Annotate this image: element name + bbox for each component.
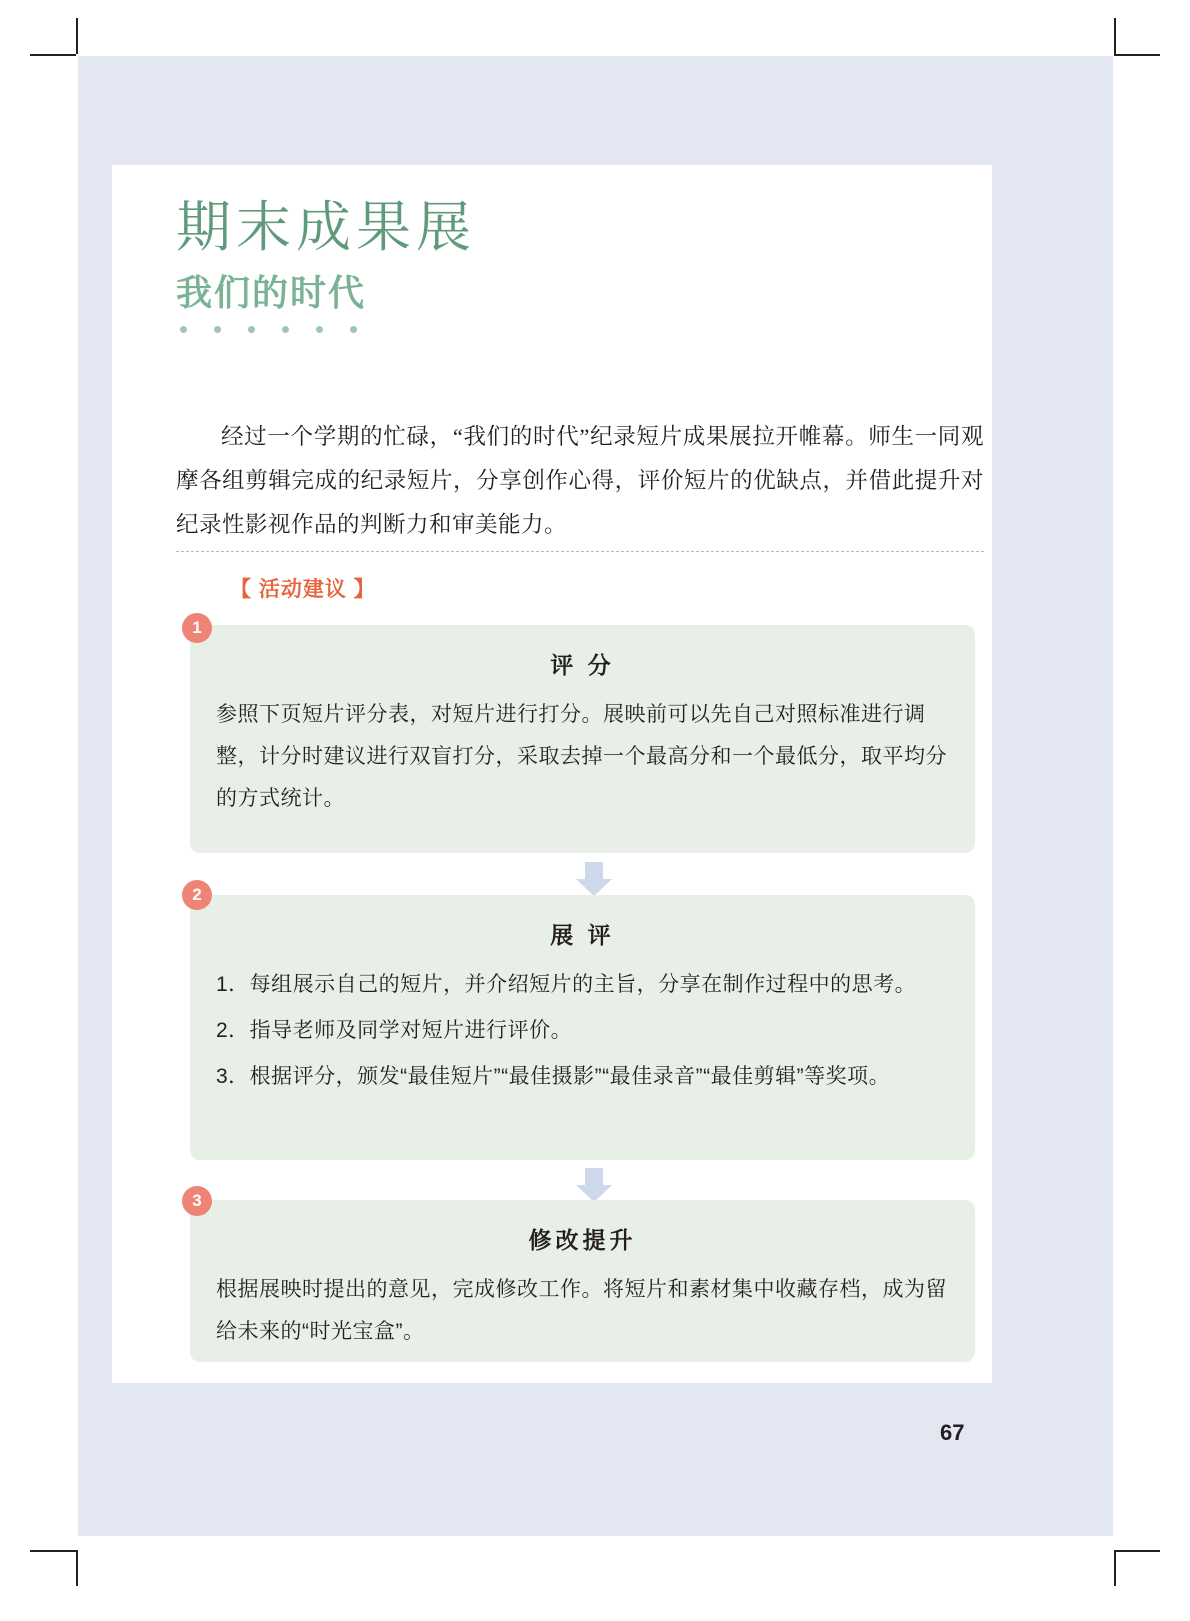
decorative-dots <box>176 326 996 333</box>
step-block-2 <box>190 895 975 1160</box>
step-line: 根据展映时提出的意见，完成修改工作。将短片和素材集中收藏存档，成为留给未来的“时光宝盒”。 <box>216 1278 947 1343</box>
step-badge-1: 1 <box>182 613 212 643</box>
intro-paragraph: 经过一个学期的忙碌，“我们的时代”纪录短片成果展拉开帷幕。师生一同观摩各组剪辑完成的纪录短片，分享创作心得，评价短片的优缺点，并借此提升对纪录性影视作品的判断力和审美能力。 <box>176 424 984 537</box>
arrow-down-icon-2 <box>576 1168 612 1202</box>
step-body-1 <box>216 694 949 820</box>
step-title-1: 评 分 <box>550 652 615 678</box>
crop-mark-bottom-left <box>30 1528 90 1588</box>
step-title-3: 修改提升 <box>528 1227 637 1253</box>
section-tag: 【 活动建议 】 <box>230 578 376 601</box>
section-divider <box>176 551 984 552</box>
page-number: 67 <box>940 1420 965 1445</box>
page-title-block <box>176 196 996 333</box>
step-badge-2: 2 <box>182 880 212 910</box>
page-subtitle: 我们的时代 <box>176 272 367 314</box>
step-body-3 <box>216 1269 949 1353</box>
step-block-3 <box>190 1200 975 1362</box>
crop-mark-bottom-right <box>1100 1528 1160 1588</box>
arrow-down-icon-1 <box>576 862 612 896</box>
step-block-1 <box>190 625 975 853</box>
step-title-2: 展 评 <box>550 922 615 948</box>
page-title: 期末成果展 <box>176 197 477 258</box>
step-badge-3: 3 <box>182 1186 212 1216</box>
step-line: 参照下页短片评分表，对短片进行打分。展映前可以先自己对照标准进行调整，计分时建议进行双盲打分，采取去掉一个最高分和一个最低分，取平均分的方式统计。 <box>216 703 947 810</box>
step-line: 2．指导老师及同学对短片进行评价。 <box>216 1019 573 1042</box>
step-body-2 <box>216 964 949 1098</box>
step-line: 1．每组展示自己的短片，并介绍短片的主旨，分享在制作过程中的思考。 <box>216 973 917 996</box>
step-line: 3．根据评分，颁发“最佳短片”“最佳摄影”“最佳录音”“最佳剪辑”等奖项。 <box>216 1065 891 1088</box>
